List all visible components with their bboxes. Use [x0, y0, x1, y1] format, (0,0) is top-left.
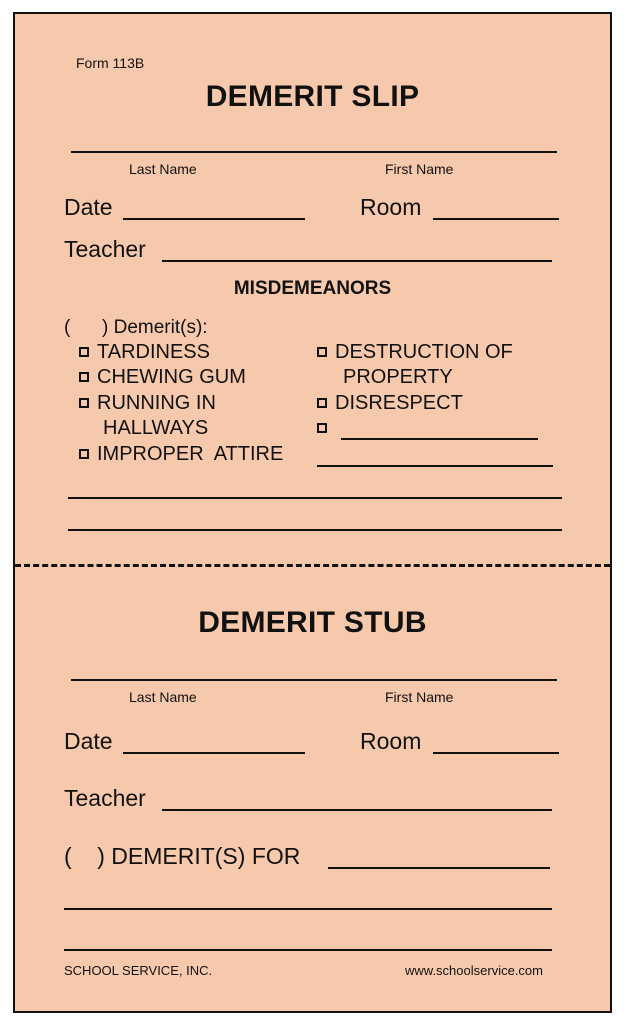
slip-last-name-label: Last Name [129, 161, 197, 177]
stub-comment-line-2[interactable] [64, 949, 552, 951]
comment-line-1[interactable] [68, 497, 562, 499]
slip-title: DEMERIT SLIP [205, 80, 420, 113]
item-improper-attire[interactable]: IMPROPER ATTIRE [79, 443, 283, 466]
item-disrespect[interactable]: DISRESPECT [317, 392, 463, 415]
item-destruction-of-property[interactable]: DESTRUCTION OF [317, 341, 513, 364]
publisher-website: www.schoolservice.com [405, 963, 543, 978]
publisher-name: SCHOOL SERVICE, INC. [64, 963, 213, 978]
slip-teacher-line[interactable] [162, 260, 552, 262]
checkbox[interactable] [79, 398, 89, 408]
checkbox[interactable] [79, 347, 89, 357]
stub-title: DEMERIT STUB [198, 606, 427, 639]
demerits-for-label: ( ) DEMERIT(S) FOR [64, 843, 301, 869]
other-item-line[interactable] [341, 438, 538, 440]
checkbox[interactable] [317, 398, 327, 408]
slip-room-line[interactable] [433, 218, 559, 220]
tear-line [15, 564, 610, 567]
checkbox[interactable] [317, 423, 327, 433]
stub-room-line[interactable] [433, 752, 559, 754]
slip-first-name-label: First Name [385, 161, 454, 177]
item-tardiness[interactable]: TARDINESS [79, 341, 210, 364]
stub-last-name-label: Last Name [129, 689, 197, 705]
slip-room-label: Room [360, 194, 422, 220]
demerits-for-line[interactable] [328, 867, 550, 869]
slip-date-label: Date [64, 194, 113, 220]
misdemeanors-heading: MISDEMEANORS [233, 278, 392, 299]
demerit-count-label: ( ) Demerit(s): [64, 317, 208, 338]
stub-first-name-label: First Name [385, 689, 454, 705]
item-chewing-gum[interactable]: CHEWING GUM [79, 366, 246, 389]
stub-date-label: Date [64, 728, 113, 754]
item-other[interactable] [317, 417, 335, 440]
checkbox[interactable] [79, 372, 89, 382]
comment-line-2[interactable] [68, 529, 562, 531]
slip-name-line[interactable] [71, 151, 557, 153]
improper-attire-line[interactable] [317, 465, 553, 467]
checkbox[interactable] [317, 347, 327, 357]
stub-comment-line-1[interactable] [64, 908, 552, 910]
form-number: Form 113B [76, 55, 145, 71]
slip-teacher-label: Teacher [64, 236, 146, 262]
stub-teacher-line[interactable] [162, 809, 552, 811]
slip-date-line[interactable] [123, 218, 305, 220]
stub-name-line[interactable] [71, 679, 557, 681]
stub-date-line[interactable] [123, 752, 305, 754]
demerit-form [13, 12, 612, 1013]
stub-room-label: Room [360, 728, 422, 754]
item-destruction-cont: PROPERTY [343, 366, 453, 388]
item-running-in-hallways[interactable]: RUNNING IN [79, 392, 216, 415]
stub-teacher-label: Teacher [64, 785, 146, 811]
item-running-in-hallways-cont: HALLWAYS [103, 417, 209, 439]
checkbox[interactable] [79, 449, 89, 459]
